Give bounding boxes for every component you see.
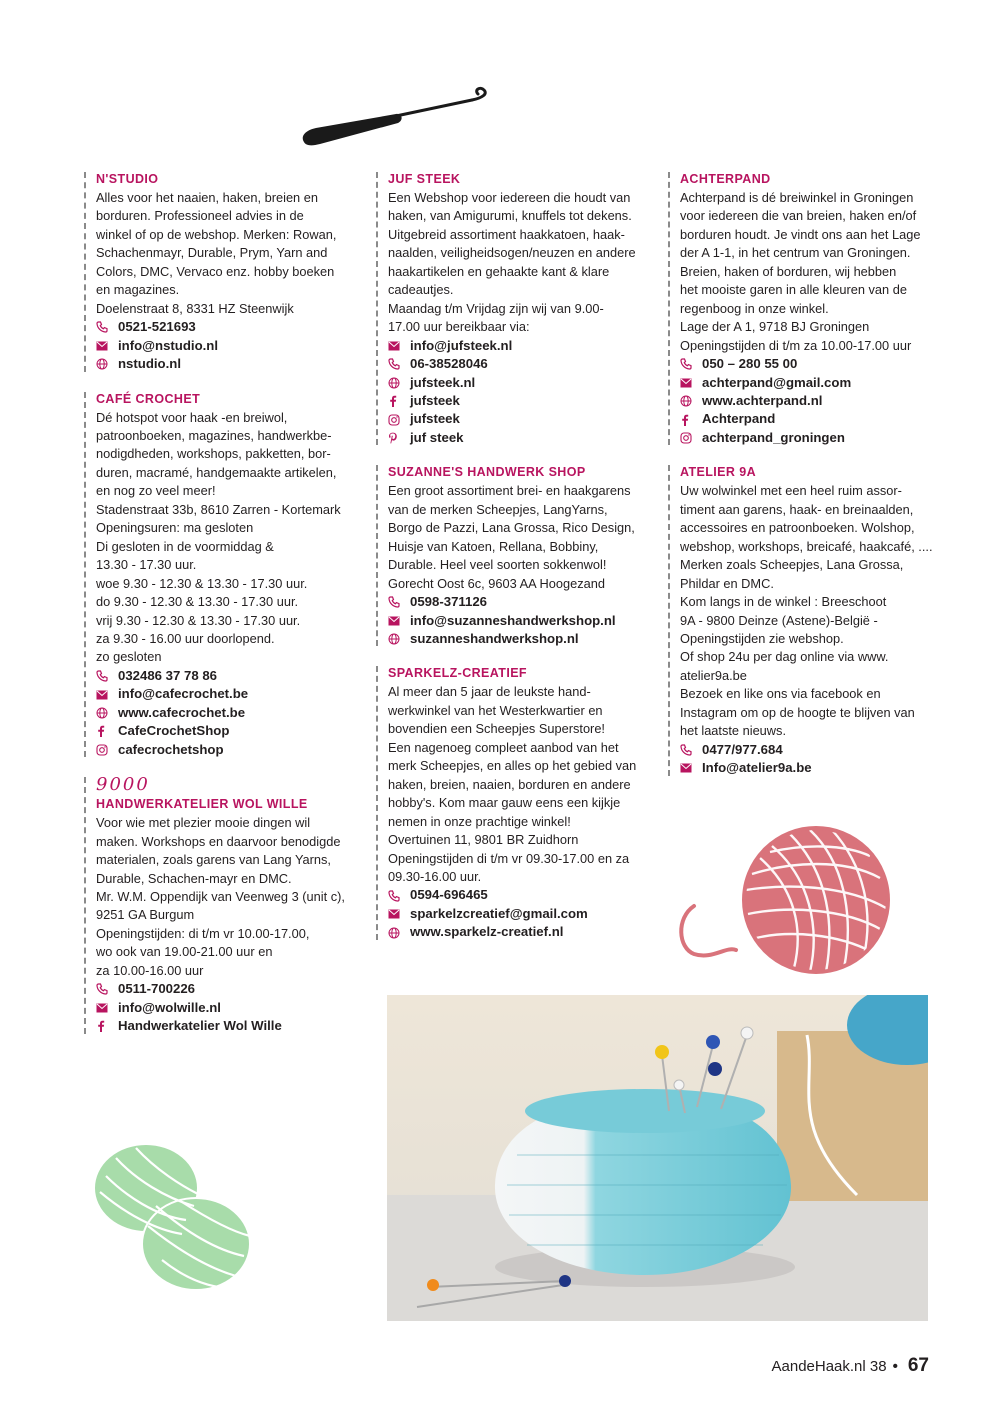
contact-value[interactable]: Handwerkatelier Wol Wille	[118, 1018, 282, 1034]
contact-value[interactable]: cafecrochetshop	[118, 741, 224, 757]
description-line: wo ook van 19.00-21.00 uur en	[96, 944, 273, 960]
contact-value[interactable]: info@jufsteek.nl	[410, 337, 513, 353]
pinterest-icon	[388, 432, 406, 444]
description-line: Uw wolwinkel met een heel ruim assor-	[680, 483, 902, 499]
description-line: Dé hotspot voor haak -en breiwol,	[96, 409, 288, 425]
contact-facebook[interactable]	[388, 392, 648, 410]
contact-value: 0511-700226	[118, 981, 196, 997]
contact-value: 0521-521693	[118, 319, 196, 335]
contact-value[interactable]: info@nstudio.nl	[118, 337, 219, 353]
contact-phone[interactable]	[388, 886, 648, 904]
contact-instagram[interactable]	[680, 429, 940, 447]
facebook-icon	[388, 395, 406, 407]
description-line: Mr. W.M. Oppendijk van Veenweg 3 (unit c),	[96, 888, 345, 904]
description-line: Instagram om op de hoogte te blijven van	[680, 704, 915, 720]
contact-value[interactable]: Achterpand	[702, 411, 776, 427]
description-line: Lage der A 1, 9718 BJ Groningen	[680, 319, 870, 335]
contact-value[interactable]: jufsteek	[410, 411, 460, 427]
description-line: maken. Workshops en daarvoor benodigde	[96, 833, 341, 849]
facebook-icon	[96, 725, 114, 737]
contact-phone[interactable]	[388, 355, 648, 373]
description-line: Stadenstraat 33b, 8610 Zarren - Kortemark	[96, 501, 341, 517]
description-line: Al meer dan 5 jaar de leukste hand-	[388, 684, 591, 700]
description-line: Alles voor het naaien, haken, breien en	[96, 190, 318, 205]
contact-mail[interactable]	[96, 999, 356, 1017]
contact-instagram[interactable]	[96, 741, 356, 759]
shop-description	[388, 189, 648, 337]
description-line: Of shop 24u per dag online via www.	[680, 649, 889, 665]
shop-description	[96, 814, 356, 980]
column-1	[84, 170, 356, 1052]
page-number: 67	[907, 1355, 929, 1376]
description-line: patroonboeken, magazines, handwerkbe-	[96, 427, 332, 443]
contact-value: 0594-696465	[410, 887, 488, 903]
contact-value: 06-38528046	[410, 356, 488, 372]
page-footer	[772, 1355, 930, 1377]
description-line: bovendien een Scheepjes Superstore!	[388, 721, 605, 737]
description-line: Openingstijden di t/m vr 09.30-17.00 en za	[388, 850, 630, 866]
contact-mail[interactable]	[96, 337, 356, 355]
description-line: webshop, workshops, breicafé, haakcafé, ....	[680, 538, 933, 554]
contact-value[interactable]: info@cafecrochet.be	[118, 686, 249, 702]
description-line: borduren houdt. Je vindt ons aan het Lage	[680, 226, 921, 242]
shop-description	[96, 189, 356, 318]
contact-value[interactable]: www.achterpand.nl	[702, 392, 823, 408]
description-line: Breien, haken of borduren, wij hebben	[680, 263, 897, 279]
description-line: Openingstijden zie webshop.	[680, 630, 844, 646]
mail-icon	[680, 378, 698, 388]
phone-icon	[96, 670, 114, 682]
description-line: Durable. Heel veel soorten sokkenwol!	[388, 557, 607, 573]
description-line: van de merken Scheepjes, LangYarns,	[388, 501, 608, 517]
shop-entry	[376, 463, 648, 648]
web-icon	[388, 377, 406, 389]
shop-entry	[376, 664, 648, 941]
contact-value[interactable]: www.sparkelz-creatief.nl	[410, 924, 564, 940]
web-icon	[680, 395, 698, 407]
magazine-name: AandeHaak.nl 38	[771, 1358, 887, 1375]
contact-phone[interactable]	[96, 667, 356, 685]
shop-entry	[84, 170, 356, 374]
contact-value[interactable]: achterpand_groningen	[702, 429, 845, 445]
description-line: 13.30 - 17.30 uur.	[96, 557, 197, 573]
contact-mail[interactable]	[680, 759, 940, 777]
contact-value[interactable]: info@suzanneshandwerkshop.nl	[410, 612, 616, 628]
shop-entry	[84, 775, 356, 1035]
description-line: Colors, DMC, Vervaco enz. hobby boeken	[96, 263, 335, 279]
description-line: regenboog in onze winkel.	[680, 300, 829, 316]
shop-title: ATELIER 9A	[680, 465, 756, 480]
contact-value[interactable]: CafeCrochetShop	[118, 723, 230, 739]
contact-mail[interactable]	[388, 905, 648, 923]
description-line: Phildar en DMC.	[680, 575, 774, 591]
mail-icon	[96, 690, 114, 700]
description-line: Gorecht Oost 6c, 9603 AA Hoogezand	[388, 575, 605, 591]
contact-mail[interactable]	[388, 337, 648, 355]
contact-phone[interactable]	[680, 355, 940, 373]
contact-value: 050 – 280 55 00	[702, 356, 798, 372]
contact-value[interactable]: Info@atelier9a.be	[702, 760, 812, 776]
shop-title: HANDWERKATELIER WOL WILLE	[96, 797, 308, 812]
description-line: der A 1-1, in het centrum van Groningen.	[680, 245, 911, 261]
shop-entry	[668, 170, 940, 447]
facebook-icon	[96, 1020, 114, 1032]
description-line: werkwinkel van het Westerkwartier en	[388, 702, 603, 718]
mail-icon	[680, 763, 698, 773]
description-line: cadeautjes.	[388, 282, 454, 298]
description-line: en nog zo veel meer!	[96, 483, 216, 499]
description-line: materialen, zoals garens van Lang Yarns,	[96, 852, 331, 868]
description-line: Durable, Schachen-mayr en DMC.	[96, 870, 292, 886]
description-line: Doelenstraat 8, 8331 HZ Steenwijk	[96, 300, 294, 316]
description-line: Achterpand is dé breiwinkel in Groningen	[680, 190, 914, 205]
web-icon	[388, 633, 406, 645]
phone-icon	[680, 358, 698, 370]
description-line: za 9.30 - 16.00 uur doorlopend.	[96, 630, 275, 646]
description-line: Maandag t/m Vrijdag zijn wij van 9.00-	[388, 300, 604, 316]
contact-value: 0477/977.684	[702, 741, 783, 757]
instagram-icon	[388, 414, 406, 426]
description-line: naalden, veiligheidsogen/neuzen en andere	[388, 245, 636, 261]
shop-description	[680, 189, 940, 355]
description-line: het mooiste garen in alle kleuren van de	[680, 282, 907, 298]
description-line: accessoires en patroonboeken. Wolshop,	[680, 520, 915, 536]
contact-value[interactable]: nstudio.nl	[118, 356, 181, 372]
contact-mail[interactable]	[96, 685, 356, 703]
web-icon	[388, 927, 406, 939]
description-line: Openingstijden di t/m za 10.00-17.00 uur	[680, 337, 912, 353]
contact-value[interactable]: juf steek	[410, 429, 464, 445]
description-line: duren, macramé, handgemaakte artikelen,	[96, 464, 337, 480]
description-line: Voor wie met plezier mooie dingen wil	[96, 815, 311, 831]
description-line: woe 9.30 - 12.30 & 13.30 - 17.30 uur.	[96, 575, 308, 591]
contact-value[interactable]: sparkelzcreatief@gmail.com	[410, 905, 588, 921]
description-line: Overtuinen 11, 9801 BR Zuidhorn	[388, 832, 579, 848]
description-line: merk Scheepjes, en alles op het gebied van	[388, 758, 637, 774]
contact-mail[interactable]	[388, 612, 648, 630]
contact-facebook[interactable]	[680, 410, 940, 428]
contact-phone[interactable]	[96, 318, 356, 336]
description-line: 9A - 9800 Deinze (Astene)-België -	[680, 612, 878, 628]
description-line: hobby's. Kom maar gauw eens een kijkje	[388, 795, 621, 811]
instagram-icon	[96, 744, 114, 756]
shop-description	[680, 482, 940, 740]
description-line: nodigdheden, workshops, pakketten, bor-	[96, 446, 331, 462]
description-line: haakartikelen en gehaakte kant & klare	[388, 263, 610, 279]
contact-phone[interactable]	[96, 980, 356, 998]
description-line: zo gesloten	[96, 649, 162, 665]
description-line: Bezoek en like ons via facebook en	[680, 686, 881, 702]
mail-icon	[388, 909, 406, 919]
description-line: Kom langs in de winkel : Breeschoot	[680, 594, 887, 610]
description-line: haken, breien, naaien, borduren en andere	[388, 776, 631, 792]
description-line: borduren. Professioneel advies in de	[96, 208, 304, 224]
description-line: 9251 GA Burgum	[96, 907, 195, 923]
yarn-ball-illustration	[674, 818, 894, 978]
mail-icon	[388, 616, 406, 626]
phone-icon	[96, 983, 114, 995]
contact-web[interactable]	[96, 355, 356, 373]
shop-title: SPARKELZ-CREATIEF	[388, 666, 527, 681]
description-line: nemen in onze prachtige winkel!	[388, 813, 571, 829]
contact-phone[interactable]	[680, 741, 940, 759]
mail-icon	[96, 341, 114, 351]
contact-value[interactable]: achterpand@gmail.com	[702, 374, 852, 390]
contact-mail[interactable]	[680, 374, 940, 392]
web-icon	[96, 707, 114, 719]
description-line: Openingsuren: ma gesloten	[96, 520, 254, 536]
contact-facebook[interactable]	[96, 1017, 356, 1035]
description-line: 17.00 uur bereikbaar via:	[388, 319, 530, 335]
phone-icon	[388, 890, 406, 902]
contact-pinterest[interactable]	[388, 429, 648, 447]
city-postcode: 9000	[96, 774, 150, 796]
mail-icon	[388, 341, 406, 351]
phone-icon	[388, 596, 406, 608]
description-line: Een nagenoeg compleet aanbod van het	[388, 739, 619, 755]
description-line: 09.30-16.00 uur.	[388, 868, 482, 884]
shop-description	[96, 409, 356, 667]
description-line: Di gesloten in de voormiddag &	[96, 538, 274, 554]
instagram-icon	[680, 432, 698, 444]
contact-phone[interactable]	[388, 593, 648, 611]
contact-value[interactable]: info@wolwille.nl	[118, 999, 221, 1015]
column-3	[668, 170, 940, 794]
contact-instagram[interactable]	[388, 410, 648, 428]
web-icon	[96, 358, 114, 370]
description-line: winkel of op de webshop. Merken: Rowan,	[96, 226, 337, 242]
yarn-skein-illustration	[86, 1136, 256, 1296]
shop-title: CAFÉ CROCHET	[96, 391, 201, 406]
description-line: Borgo de Pazzi, Lana Grossa, Rico Design,	[388, 520, 635, 536]
crochet-hook-illustration	[296, 86, 496, 156]
description-line: Een Webshop voor iedereen die houdt van	[388, 190, 631, 205]
description-line: Merken zoals Scheepjes, Lana Grossa,	[680, 557, 904, 573]
description-line: atelier9a.be	[680, 667, 747, 683]
column-2	[376, 170, 648, 958]
description-line: haken, van Amigurumi, knuffels tot dekens.	[388, 208, 632, 224]
shop-title: ACHTERPAND	[680, 172, 771, 186]
contact-value: 0598-371126	[410, 594, 488, 610]
description-line: het laatste nieuws.	[680, 723, 786, 739]
description-line: Schachenmayr, Durable, Prym, Yarn and	[96, 245, 328, 261]
shop-title: SUZANNE'S HANDWERK SHOP	[388, 465, 586, 480]
phone-icon	[96, 321, 114, 333]
description-line: Uitgebreid assortiment haakkatoen, haak-	[388, 226, 625, 242]
contact-value: 032486 37 78 86	[118, 667, 218, 683]
facebook-icon	[680, 414, 698, 426]
contact-web[interactable]	[96, 704, 356, 722]
description-line: Openingstijden: di t/m vr 10.00-17.00,	[96, 925, 310, 941]
description-line: timent aan garens, haak- en breinaalden,	[680, 501, 914, 517]
shop-entry	[376, 170, 648, 447]
description-line: do 9.30 - 12.30 & 13.30 - 17.30 uur.	[96, 594, 299, 610]
footer-bullet: •	[892, 1358, 898, 1375]
contact-value[interactable]: jufsteek.nl	[410, 374, 476, 390]
shop-entry	[668, 463, 940, 777]
description-line: voor iedereen die van breien, haken en/of	[680, 208, 917, 224]
mail-icon	[96, 1003, 114, 1013]
contact-value[interactable]: jufsteek	[410, 392, 460, 408]
contact-value[interactable]: www.cafecrochet.be	[118, 704, 246, 720]
shop-title: N'STUDIO	[96, 172, 159, 186]
description-line: en magazines.	[96, 282, 180, 298]
shop-description	[388, 683, 648, 886]
contact-web[interactable]	[388, 630, 648, 648]
phone-icon	[388, 358, 406, 370]
phone-icon	[680, 744, 698, 756]
shop-title: JUF STEEK	[388, 172, 461, 186]
contact-web[interactable]	[388, 923, 648, 941]
description-line: Een groot assortiment brei- en haakgarens	[388, 483, 631, 499]
shop-entry	[84, 390, 356, 760]
shop-description	[388, 482, 648, 593]
contact-value[interactable]: suzanneshandwerkshop.nl	[410, 630, 579, 646]
description-line: za 10.00-16.00 uur	[96, 962, 204, 978]
contact-web[interactable]	[388, 374, 648, 392]
description-line: Huisje van Katoen, Rellana, Bobbiny,	[388, 538, 599, 554]
pin-cushion-photo	[387, 995, 928, 1321]
description-line: vrij 9.30 - 12.30 & 13.30 - 17.30 uur.	[96, 612, 301, 628]
contact-facebook[interactable]	[96, 722, 356, 740]
contact-web[interactable]	[680, 392, 940, 410]
